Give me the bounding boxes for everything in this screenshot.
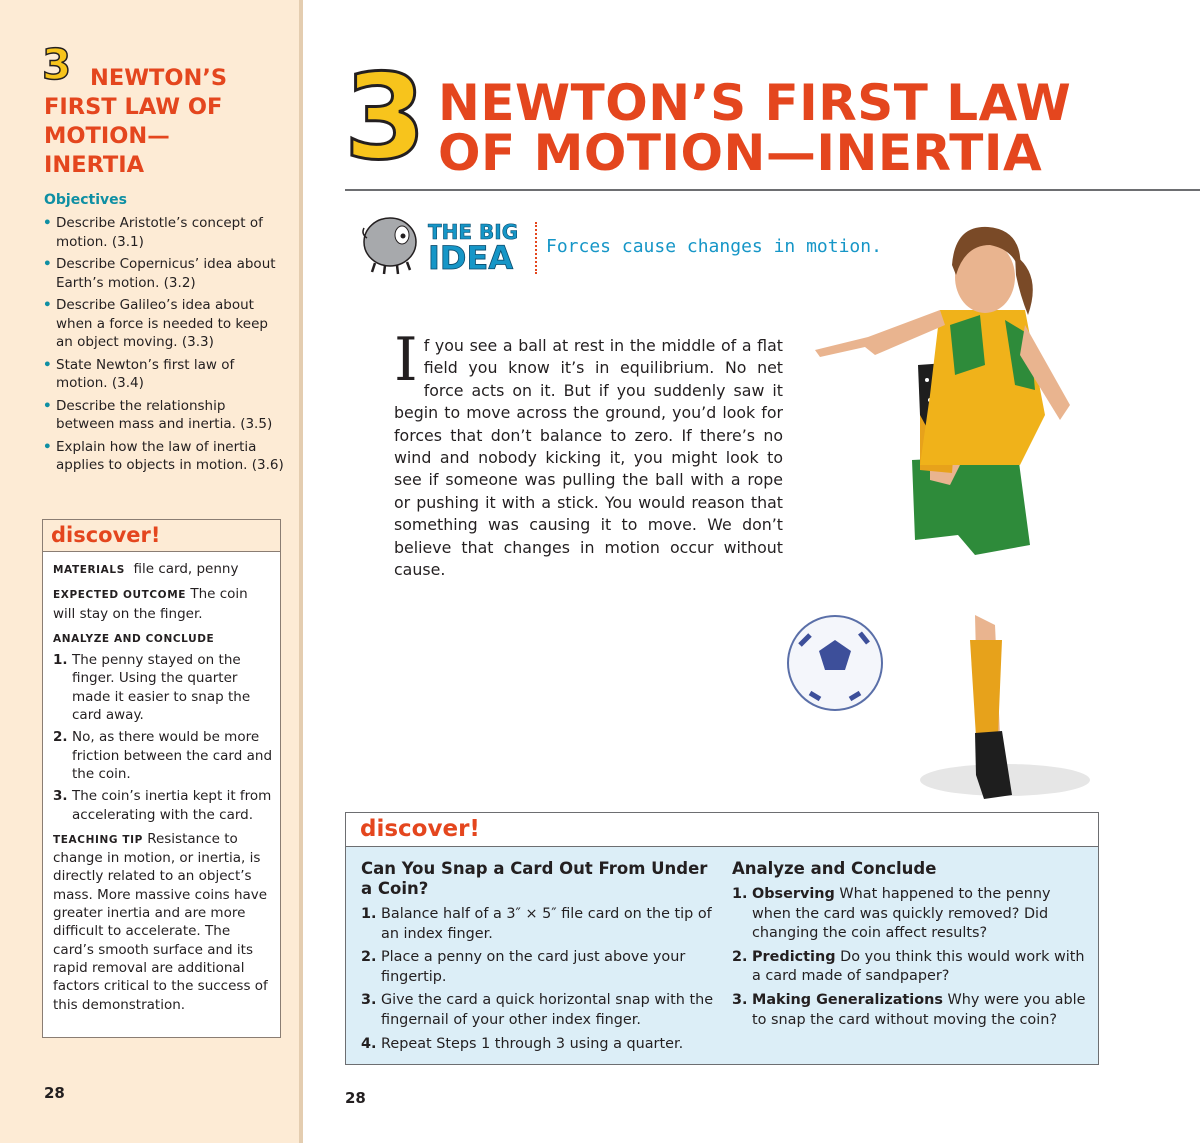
- analyze-label: ANALYZE AND CONCLUDE: [53, 632, 215, 645]
- analysis-question: 1. Observing What happened to the penny when the card was quickly removed? Did changing the coin affect results?: [732, 886, 1051, 942]
- objective-item: • Describe Aristotle’s concept of motion. (3.1): [43, 215, 263, 250]
- big-idea-text: Forces cause changes in motion.: [546, 236, 882, 257]
- soccer-player-photo: [780, 215, 1090, 810]
- analysis-question: 3. Making Generalizations Why were you able to snap the card without moving the coin?: [732, 991, 1086, 1028]
- teaching-tip: TEACHING TIP Resistance to change in motion, or inertia, is directly related to an object’s mass. More massive coins have greater inertia and are more difficult to accelerate. The card’s smooth surface and its rapid removal are additional factors critical to the success of this demonstration.: [53, 830, 268, 1013]
- big-idea-label-the: THE BIG: [428, 220, 519, 244]
- discover-analysis: [732, 859, 1092, 1034]
- analysis-question: 2. Predicting Do you think this would work with a card made of sandpaper?: [732, 948, 1085, 985]
- procedure-step: 4. Repeat Steps 1 through 3 using a quarter.: [361, 1035, 684, 1052]
- sidebar-title-line1: NEWTON’S: [90, 65, 228, 91]
- chapter-title: [438, 74, 1158, 182]
- expected-outcome-line: EXPECTED OUTCOME The coin will stay on the finger.: [53, 586, 248, 622]
- answer-item: 2. No, as there would be more friction between the card and the coin.: [53, 729, 273, 782]
- discover-heading: discover!: [346, 813, 1098, 847]
- procedure-step: 1. Balance half of a 3″ × 5″ file card on the tip of an index finger.: [361, 906, 712, 942]
- materials-line: MATERIALS file card, penny: [53, 561, 239, 577]
- objective-item: • State Newton’s first law of motion. (3.4): [43, 356, 235, 391]
- objective-item: • Explain how the law of inertia applies to objects in motion. (3.6): [43, 438, 284, 473]
- analysis-questions: [732, 885, 1092, 1030]
- objective-item: • Describe the relationship between mass and inertia. (3.5): [43, 397, 273, 432]
- analysis-title: Analyze and Conclude: [732, 859, 937, 878]
- big-idea-mascot-icon: [355, 208, 425, 278]
- objectives-heading: Objectives: [44, 192, 127, 208]
- procedure-step: 3. Give the card a quick horizontal snap with the fingernail of your other index finger.: [361, 992, 714, 1028]
- sidebar-discover-heading: discover!: [43, 520, 280, 552]
- sidebar-page-number: 28: [44, 1084, 65, 1102]
- answer-item: 3. The coin’s inertia kept it from accelerating with the card.: [53, 788, 272, 823]
- title-divider: [345, 189, 1200, 191]
- teacher-sidebar: [0, 0, 300, 1143]
- objective-item: • Describe Copernicus’ idea about Earth’s motion. (3.2): [43, 256, 276, 291]
- answer-item: 1. The penny stayed on the finger. Using the quarter made it easier to snap the card away.: [53, 652, 251, 724]
- big-idea-label-idea: IDEA: [428, 239, 514, 277]
- discover-procedure: [361, 859, 716, 1058]
- sidebar-chapter-title: [44, 64, 274, 180]
- chapter-title-line2: OF MOTION—INERTIA: [438, 124, 1043, 182]
- intro-dropcap: I: [394, 325, 418, 395]
- objectives-list: [42, 214, 287, 479]
- procedure-steps: [361, 905, 716, 1054]
- chapter-title-line1: NEWTON’S FIRST LAW: [438, 74, 1072, 132]
- objective-item: • Describe Galileo’s idea about when a force is needed to keep an object moving. (3.3): [43, 297, 268, 350]
- discover-activity-box: [345, 812, 1099, 1065]
- sidebar-title-rest: FIRST LAW OF MOTION— INERTIA: [44, 94, 223, 178]
- sidebar-chapter-number: 3: [42, 40, 72, 89]
- chapter-number: 3: [344, 48, 427, 186]
- intro-paragraph: [394, 325, 783, 581]
- answers-list: [53, 651, 272, 824]
- big-idea-separator: [535, 222, 537, 274]
- procedure-title: Can You Snap a Card Out From Under a Coin?: [361, 859, 708, 898]
- page-number: 28: [345, 1089, 366, 1107]
- sidebar-divider: [299, 0, 303, 1143]
- intro-text: f you see a ball at rest in the middle of a flat field you know it’s in equilibrium. No net force acts on it. But if you suddenly saw it begin to move across the ground, you’d look for forces that don’t balance to zero. If there’s no wind and nobody kicking it, you might look to see if someone was pulling the ball with a rope or pushing it with a stick. You would reason that something was causing it to move. We don’t believe that changes in motion occur without cause.: [394, 336, 783, 580]
- sidebar-discover-box: [42, 519, 281, 1038]
- procedure-step: 2. Place a penny on the card just above your fingertip.: [361, 949, 686, 985]
